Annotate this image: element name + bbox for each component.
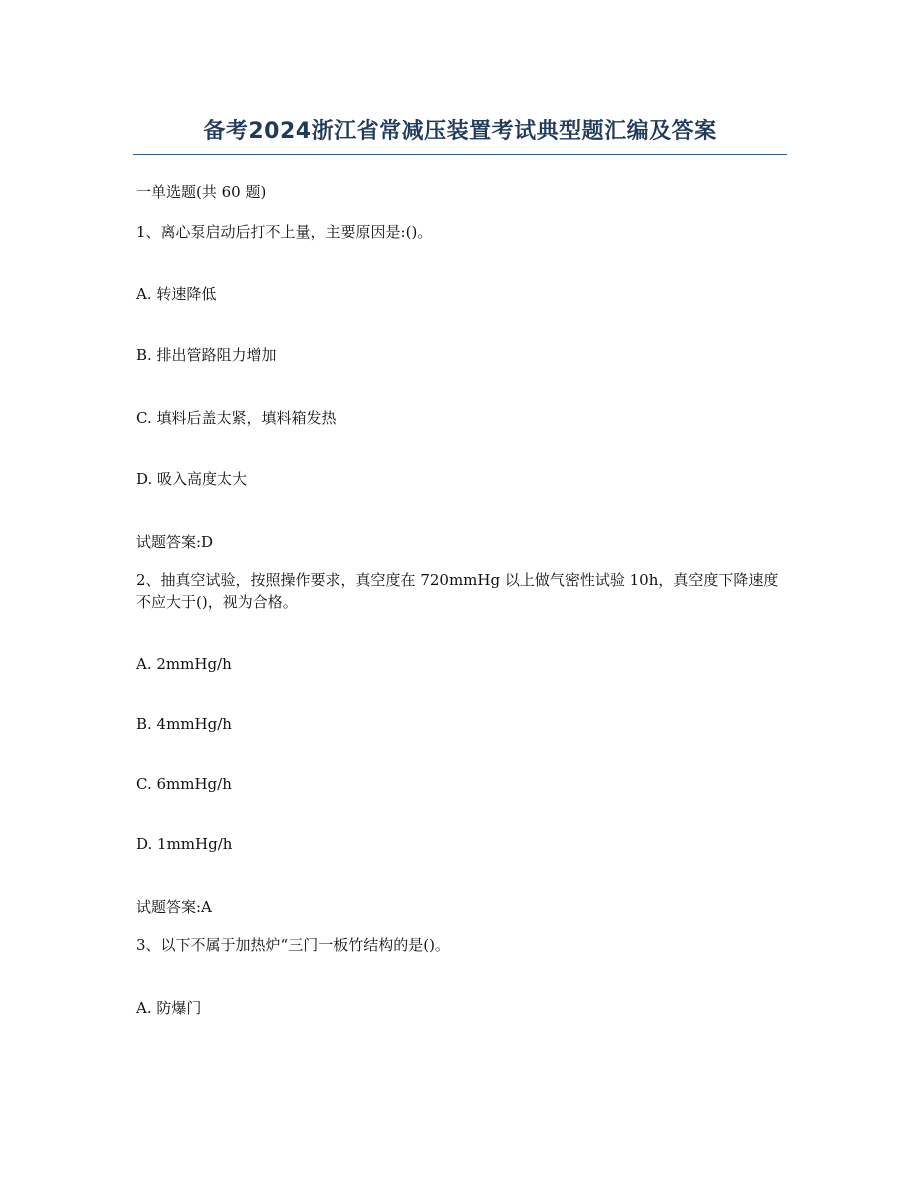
question-2-answer: 试题答案:A bbox=[136, 898, 212, 916]
question-3-option-a: A. 防爆门 bbox=[136, 999, 202, 1017]
question-1-answer: 试题答案:D bbox=[136, 533, 214, 551]
question-2-text: 2、抽真空试验，按照操作要求，真空度在 720mmHg 以上做气密性试验 10h，真空度下降速度不应大于()，视为合格。 bbox=[136, 571, 779, 611]
question-3-text: 3、以下不属于加热炉“三门一板竹结构的是()。 bbox=[136, 936, 450, 954]
question-2-option-a: A. 2mmHg/h bbox=[136, 655, 232, 673]
question-1-option-d: D. 吸入高度太大 bbox=[136, 470, 248, 488]
question-1-option-b: B. 排出管路阻力增加 bbox=[136, 346, 277, 364]
section-heading: 一单选题(共 60 题) bbox=[136, 183, 267, 201]
title-underline bbox=[133, 154, 787, 155]
question-1-option-a: A. 转速降低 bbox=[136, 285, 217, 303]
question-1-text: 1、离心泵启动后打不上量，主要原因是:()。 bbox=[136, 223, 433, 241]
question-1-option-c: C. 填料后盖太紧，填料箱发热 bbox=[136, 409, 337, 427]
question-2-option-b: B. 4mmHg/h bbox=[136, 715, 232, 733]
question-2-option-d: D. 1mmHg/h bbox=[136, 835, 233, 853]
document-title: 备考2024浙江省常减压装置考试典型题汇编及答案 bbox=[203, 119, 717, 144]
question-2-option-c: C. 6mmHg/h bbox=[136, 775, 232, 793]
